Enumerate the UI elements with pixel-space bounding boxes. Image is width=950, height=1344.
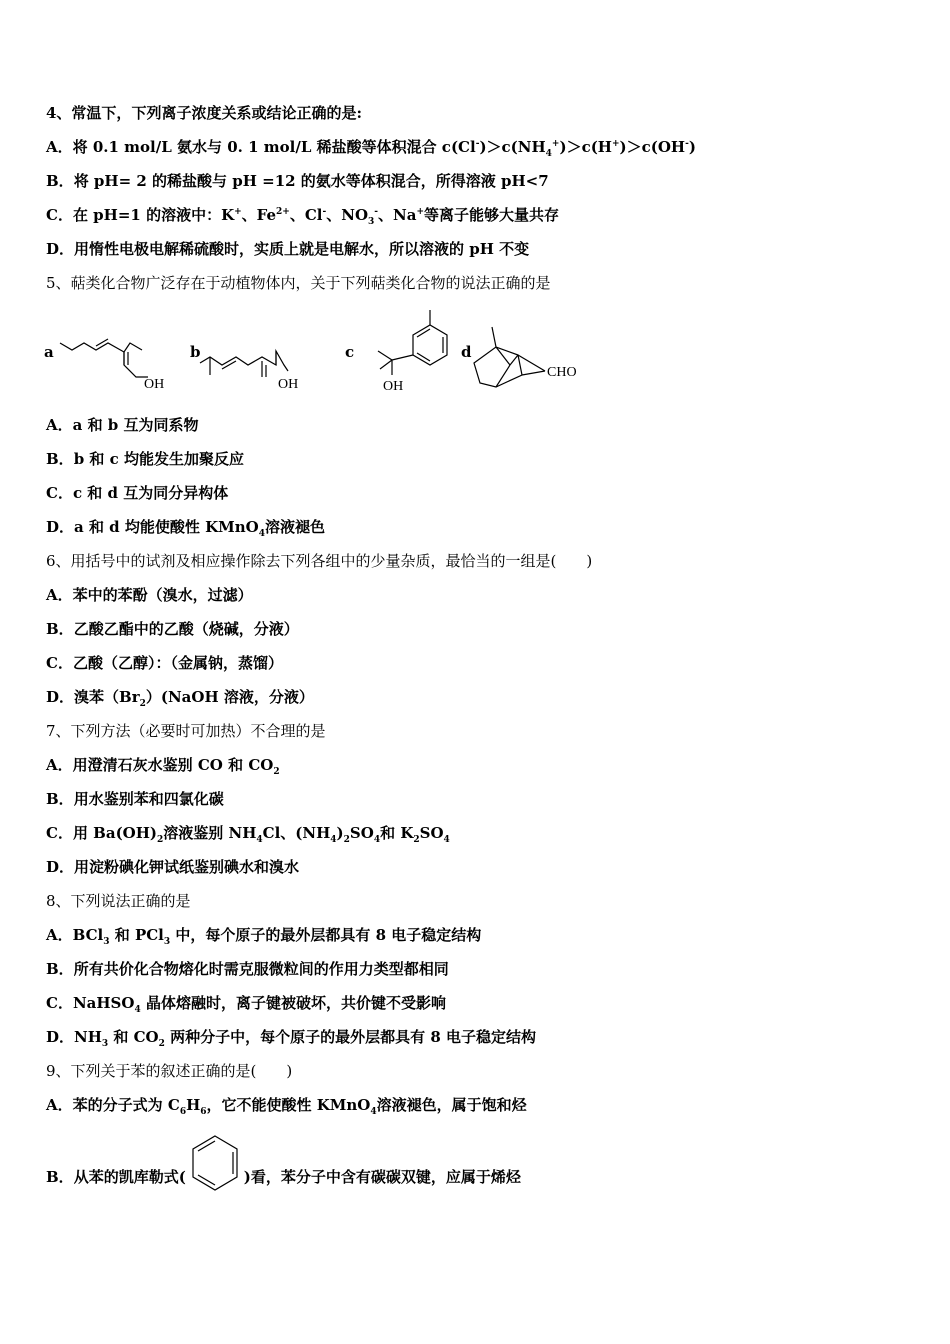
q4-option-a [46, 137, 696, 157]
q8-option-c [46, 993, 446, 1013]
option-text: NaHSO [72, 994, 135, 1012]
option-text: 用水鉴别苯和四氯化碳 [73, 790, 224, 808]
option-label: B． [46, 960, 74, 978]
terpene-structures-figure [40, 305, 600, 400]
option-text: 溴苯（Br [74, 688, 140, 706]
q8-stem: 8、下列说法正确的是 [46, 892, 191, 910]
option-text: a 和 d 均能使酸性 KMnO [74, 518, 259, 536]
option-text: 、Fe [241, 206, 277, 224]
option-text: NH [74, 1028, 102, 1046]
structure-c-label: c [345, 343, 355, 361]
option-label: A． [46, 416, 73, 434]
option-label: B． [46, 172, 74, 190]
q5-option-d [46, 517, 325, 537]
subscript: 2 [157, 835, 164, 845]
option-text: )＞c(OH [619, 138, 686, 156]
option-text: 所有共价化合物熔化时需克服微粒间的作用力类型都相同 [73, 960, 449, 978]
option-label: C． [46, 654, 73, 672]
q6-option-b [46, 619, 299, 639]
q6-option-c [46, 653, 283, 673]
subscript: 3 [103, 937, 110, 947]
option-text: 溶液褪色，属于饱和烃 [376, 1096, 527, 1114]
option-text: SO [419, 824, 444, 842]
structure-b [200, 351, 288, 377]
option-text: 中，每个原子的最外层都具有 8 电子稳定结构 [170, 926, 482, 944]
option-text: 两种分子中，每个原子的最外层都具有 8 电子稳定结构 [164, 1028, 536, 1046]
option-text: 用惰性电极电解稀硫酸时，实质上就是电解水，所以溶液的 pH 不变 [74, 240, 530, 258]
superscript: 2+ [276, 207, 290, 217]
option-text: 和 K [380, 824, 414, 842]
q5-option-c [46, 483, 228, 503]
option-text: ）(NaOH 溶液，分液） [145, 688, 314, 706]
subscript: 4 [370, 1107, 377, 1117]
option-label: D． [46, 240, 75, 258]
q4-option-c [46, 205, 559, 225]
option-text: 和 CO [108, 1028, 159, 1046]
option-label: B． [46, 1168, 74, 1186]
q5-option-a [46, 415, 199, 435]
option-label: A． [46, 138, 73, 156]
option-label: D． [46, 858, 75, 876]
option-text: 乙酸乙酯中的乙酸（烧碱，分液） [73, 620, 299, 638]
option-label: C． [46, 994, 73, 1012]
subscript: 6 [200, 1107, 207, 1117]
option-label: B． [46, 450, 74, 468]
structure-b-label: b [190, 343, 201, 361]
q7-option-a [46, 755, 280, 775]
option-text: ) [688, 138, 696, 156]
q6-option-a [46, 585, 253, 605]
option-text: b 和 c 均能发生加聚反应 [73, 450, 244, 468]
option-text: ，它不能使酸性 KMnO [206, 1096, 371, 1114]
structure-c [378, 310, 447, 375]
option-text: ) [336, 824, 344, 842]
q8-option-b [46, 959, 449, 979]
structure-a-group: OH [144, 377, 165, 392]
option-text: c 和 d 互为同分异构体 [72, 484, 229, 502]
option-text: )＞c(NH [479, 138, 546, 156]
option-label: D． [46, 688, 75, 706]
subscript: 4 [256, 835, 263, 845]
option-text: 苯中的苯酚（溴水，过滤） [72, 586, 253, 604]
structure-a [60, 339, 148, 377]
option-text: )看，苯分子中含有碳碳双键，应属于烯烃 [243, 1168, 521, 1186]
q9-option-b [46, 1167, 521, 1188]
option-label: C． [46, 824, 73, 842]
structure-d-group: CHO [547, 365, 577, 380]
superscript: + [611, 139, 620, 149]
q6-stem: 6、用括号中的试剂及相应操作除去下列各组中的少量杂质，最恰当的一组是( ) [46, 552, 593, 570]
q8-option-a [46, 925, 481, 945]
structure-b-group: OH [278, 377, 299, 392]
option-label: D． [46, 1028, 75, 1046]
structure-d-label: d [461, 343, 472, 361]
subscript: 6 [179, 1107, 187, 1117]
structure-a-label: a [44, 343, 54, 361]
option-text: 乙酸（乙醇）：（金属钠，蒸馏） [72, 654, 283, 672]
option-text: 从苯的凯库勒式( [73, 1168, 186, 1186]
superscript: - [685, 139, 689, 149]
superscript: + [416, 207, 425, 217]
option-text: )＞c(H [559, 138, 612, 156]
option-text: 和 PCl [109, 926, 164, 944]
q4-option-d [46, 239, 529, 259]
subscript: 4 [443, 835, 450, 845]
option-label: A． [46, 586, 73, 604]
subscript: 2 [139, 699, 146, 709]
q9-stem: 9、下列关于苯的叙述正确的是( ) [46, 1062, 293, 1080]
subscript: 4 [258, 529, 265, 539]
option-text: 溶液鉴别 NH [163, 824, 257, 842]
kekule-structure [186, 1168, 244, 1188]
option-text: 用澄清石灰水鉴别 CO 和 CO [72, 756, 274, 774]
q8-option-d [46, 1027, 536, 1047]
option-text: 用淀粉碘化钾试纸鉴别碘水和溴水 [74, 858, 300, 876]
q7-option-c [46, 823, 450, 843]
option-text: SO [349, 824, 374, 842]
option-label: A． [46, 1096, 73, 1114]
option-text: 苯的分子式为 C [72, 1096, 180, 1114]
subscript: 2 [413, 835, 420, 845]
option-label: B． [46, 620, 74, 638]
terpene-structures [40, 305, 600, 400]
option-label: D． [46, 518, 75, 536]
q4-option-b [46, 171, 549, 191]
q6-option-d [46, 687, 314, 707]
option-label: C． [46, 206, 73, 224]
option-text: 溶液褪色 [265, 518, 326, 536]
option-text: 用 Ba(OH) [72, 824, 158, 842]
option-text: 、NO [326, 206, 369, 224]
option-text: 将 0.1 mol/L 氨水与 0. 1 mol/L 稀盐酸等体积混合 c(Cl [72, 138, 476, 156]
option-label: B． [46, 790, 74, 808]
subscript: 4 [134, 1005, 141, 1015]
superscript: + [234, 207, 242, 217]
option-text: H [186, 1096, 201, 1114]
superscript: - [322, 207, 327, 217]
option-text: 晶体熔融时，离子键被破坏，共价键不受影响 [140, 994, 446, 1012]
q9-option-a [46, 1095, 527, 1115]
subscript: 2 [158, 1039, 165, 1049]
option-label: A． [46, 926, 73, 944]
option-text: 、Cl [289, 206, 323, 224]
q4-stem: 4、常温下，下列离子浓度关系或结论正确的是: [46, 104, 362, 122]
q5-option-b [46, 449, 244, 469]
option-text: 在 pH=1 的溶液中：K [72, 206, 235, 224]
subscript: 4 [330, 835, 337, 845]
subscript: 2 [273, 767, 280, 777]
structure-d [474, 327, 545, 387]
option-label: A． [46, 756, 73, 774]
option-text: 等离子能够大量共存 [424, 206, 560, 224]
option-text: Cl、(NH [262, 824, 331, 842]
q5-stem: 5、萜类化合物广泛存在于动植物体内，关于下列萜类化合物的说法正确的是 [46, 274, 551, 292]
option-text: BCl [72, 926, 104, 944]
subscript: 3 [368, 217, 375, 227]
subscript: 3 [101, 1039, 109, 1049]
superscript: - [374, 207, 379, 217]
subscript: 3 [163, 937, 171, 947]
subscript: 4 [373, 835, 381, 845]
subscript: 4 [545, 149, 552, 159]
superscript: - [475, 139, 480, 149]
q7-option-d [46, 857, 299, 877]
superscript: + [551, 139, 560, 149]
option-text: 、Na [378, 206, 417, 224]
benzene-ring-icon [186, 1132, 244, 1202]
subscript: 2 [343, 835, 350, 845]
option-label: C． [46, 484, 73, 502]
q7-stem: 7、下列方法（必要时可加热）不合理的是 [46, 722, 326, 740]
q7-option-b [46, 789, 224, 809]
option-text: 将 pH= 2 的稀盐酸与 pH =12 的氨水等体积混合，所得溶液 pH<7 [73, 172, 549, 190]
option-text: a 和 b 互为同系物 [72, 416, 199, 434]
structure-c-group: OH [383, 379, 404, 394]
